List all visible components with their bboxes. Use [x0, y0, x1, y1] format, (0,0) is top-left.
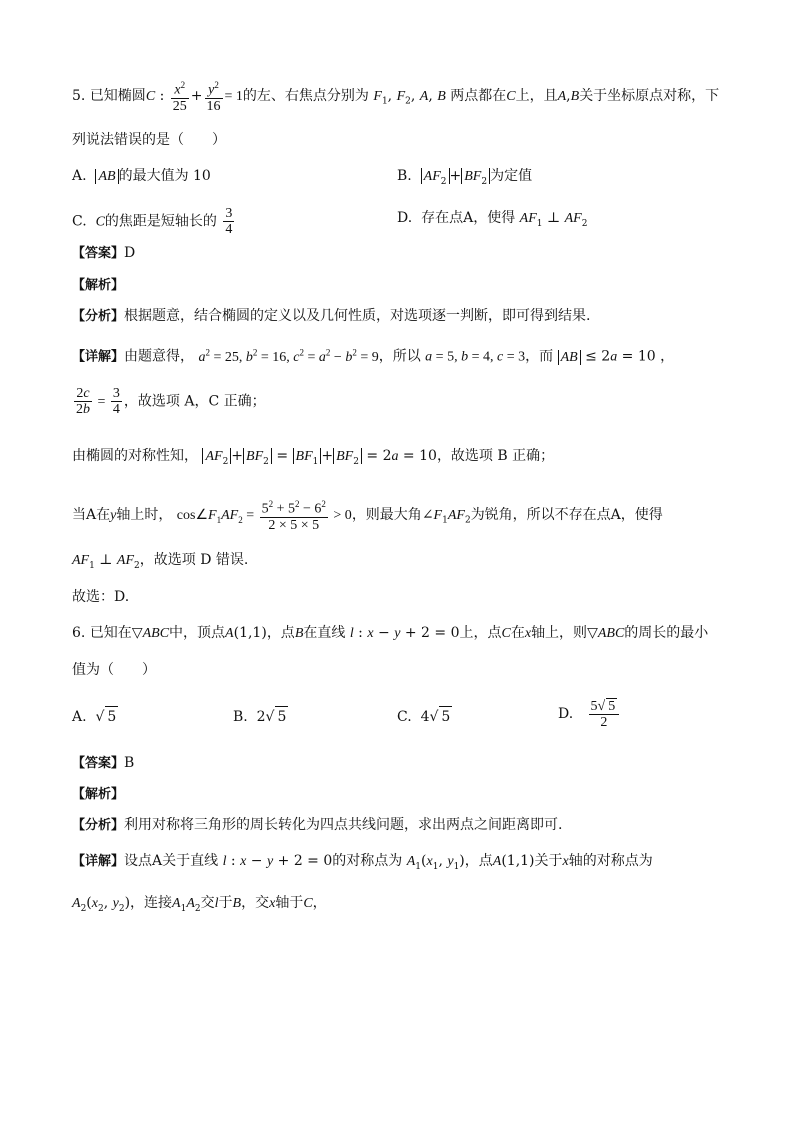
fraction: $\frac{x^2}{25}$: [172, 80, 187, 114]
q6-answer: 【答案】B: [72, 755, 135, 771]
q5-number: 5.: [72, 87, 86, 104]
q5-stem-line1: 5. 已知椭圆C : $\frac{x^2}{25}$ + $\frac{y^2}{16}$ = 1的左、右焦点分别为 $F_1$, $F_2$, A, B 两点都在C上，且A,B关于坐标原点对称，下: [72, 80, 720, 114]
q6-fenxi: 【分析】利用对称将三角形的周长转化为四点共线问题，求出两点之间距离即可.: [72, 817, 563, 833]
q6-stem-line1: 6. 已知在▽ABC中，顶点A(1,1)，点B在直线 l : x − y + 2 = 0上，点C在x轴上，则▽ABC的周长的最小: [72, 625, 709, 641]
fraction: $\frac{3}{4}$: [225, 206, 233, 237]
q5-detail-line5: $AF_1$ ⊥ $AF_2$，故选项 D 错误.: [72, 552, 249, 571]
q5-detail-line4: 当A在y轴上时， $\cos\angle F_1AF_2$ = $\frac{5^2 + 5^2 - 6^2}{2 \times 5 \times 5}$ > 0，则最大角$\angle F_1AF_2$为锐角，所以不存在点A，使得: [72, 499, 663, 533]
q5-detail-line3: 由椭圆的对称性知， $AF_2 + BF_2 = BF_1 + BF_2 = 2a = 10$，故选项 B 正确；: [72, 448, 555, 467]
fraction: $\frac{2c}{2b}$: [76, 386, 90, 417]
q6-option-d: D. $\frac{5√ 5}{2}$: [558, 698, 621, 730]
q5-option-d: D. 存在点A，使得 $AF_1$ ⊥ $AF_2$: [397, 210, 588, 229]
q6-jiexi: 【解析】: [72, 787, 125, 802]
q5-choice: 故选：D.: [72, 589, 130, 605]
q5-detail-line1: 【详解】由题意得， $a^2 = 25$, $b^2 = 16$, $c^2 = a^2 - b^2 = 9$，所以 a = 5, b = 4, c = 3，而 AB ≤ 2a = 10 ，: [72, 347, 675, 365]
fraction: $\frac{y^2}{16}$: [206, 80, 221, 114]
q6-option-c: C. 4√ 5: [397, 706, 452, 727]
q6-stem-line2: 值为（ ）: [72, 662, 156, 678]
fraction: $\frac{3}{4}$: [112, 386, 120, 417]
q6-number: 6.: [72, 625, 86, 641]
q5-option-c: C. C的焦距是短轴长的 $\frac{3}{4}$: [72, 206, 233, 237]
q6-detail-line1: 【详解】设点A关于直线 l : x − y + 2 = 0的对称点为 $A_1(x_1$, $y_1$)，点A(1,1)关于x轴的对称点为: [72, 853, 653, 872]
q5-detail-line2: $\frac{2c}{2b}$ = $\frac{3}{4}$ ，故选项 A，C 正确；: [76, 386, 266, 417]
q5-stem-line2: 列说法错误的是（ ）: [72, 132, 226, 148]
q5-option-a: A. AB 的最大值为 10: [72, 168, 211, 184]
fraction: $\frac{5^2 + 5^2 - 6^2}{2 \times 5 \times 5}$: [261, 499, 326, 533]
q6-option-b: B. 2√ 5: [233, 706, 288, 727]
q5-jiexi: 【解析】: [72, 278, 125, 293]
q5-answer: 【答案】D: [72, 245, 136, 261]
q6-detail-line2: $A_2(x_2$, $y_2$)，连接$A_1A_2$交l于B，交x轴于C，: [72, 895, 327, 914]
fraction: $\frac{5√ 5}{2}$: [589, 698, 620, 730]
q5-fenxi: 【分析】根据题意，结合椭圆的定义以及几何性质，对选项逐一判断，即可得到结果.: [72, 308, 591, 324]
q5-option-b: B. $AF_2 + BF_2$ 为定值: [397, 168, 533, 187]
q6-option-a: A. √ 5: [72, 706, 118, 727]
